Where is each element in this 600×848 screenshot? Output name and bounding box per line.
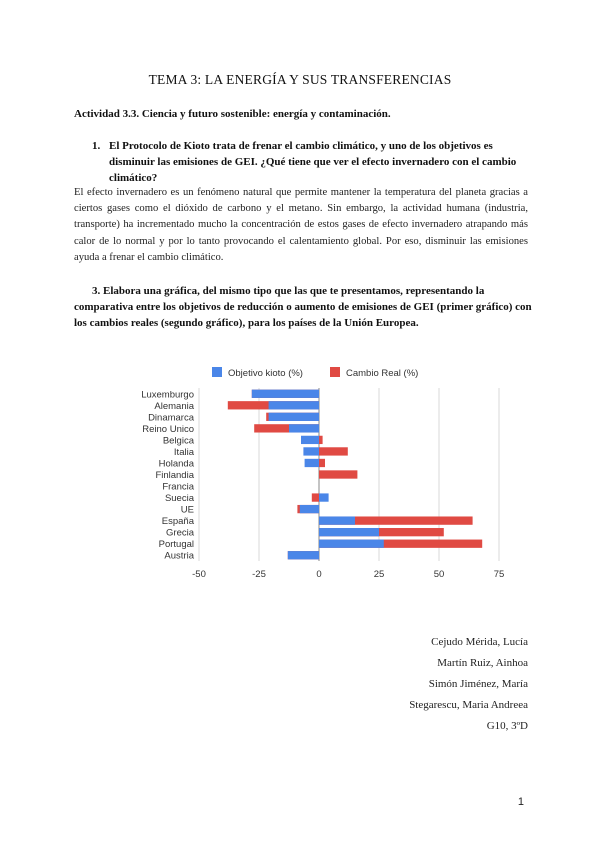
y-category-label: Dinamarca bbox=[148, 412, 194, 424]
question-1-text: El Protocolo de Kioto trata de frenar el cambio climático, y uno de los objetivos es disminuir las emisiones de GEI. ¿Qué tiene que ver el efecto invernadero con el cambio climático? bbox=[109, 140, 517, 184]
x-tick-label: 25 bbox=[373, 569, 385, 580]
legend-label-objetivo: Objetivo kioto (%) bbox=[228, 368, 303, 379]
legend-swatch-objetivo bbox=[212, 367, 222, 377]
y-category-label: Belgica bbox=[162, 435, 194, 447]
bar-objetivo-kioto bbox=[319, 493, 329, 501]
y-category-label: Francia bbox=[162, 481, 194, 493]
bar-objetivo-kioto bbox=[319, 540, 384, 548]
bar-objetivo-kioto bbox=[301, 436, 319, 444]
bar-objetivo-kioto bbox=[319, 516, 355, 524]
bar-objetivo-kioto bbox=[289, 424, 319, 432]
author-4: Stegarescu, Maria Andreea bbox=[409, 699, 528, 711]
bar-objetivo-kioto bbox=[288, 551, 319, 559]
bar-cambio-real bbox=[319, 447, 348, 455]
bar-objetivo-kioto bbox=[300, 505, 319, 513]
group-label: G10, 3ºD bbox=[486, 720, 528, 732]
activity-heading: Actividad 3.3. Ciencia y futuro sostenible: energía y contaminación. bbox=[74, 108, 391, 120]
y-category-label: España bbox=[161, 516, 194, 528]
x-tick-label: 50 bbox=[433, 569, 445, 580]
author-1: Cejudo Mérida, Lucía bbox=[431, 636, 528, 648]
x-tick-label: 75 bbox=[493, 569, 505, 580]
bar-objetivo-kioto bbox=[303, 447, 319, 455]
x-tick-label: -25 bbox=[252, 569, 266, 580]
bar-objetivo-kioto bbox=[269, 413, 319, 421]
question-3-text: Elabora una gráfica, del mismo tipo que las que te presentamos, representando la comparativa entre los objetivos de reducción o aumento de emisiones de GEI (primer gráfico) con los cambios reales (segundo gráfico), para los países de la Unión Europea. bbox=[74, 285, 532, 329]
author-2: Martín Ruiz, Ainhoa bbox=[437, 657, 528, 669]
bar-cambio-real bbox=[319, 459, 325, 467]
author-3: Simón Jiménez, María bbox=[428, 678, 528, 690]
y-category-label: Reino Unico bbox=[142, 423, 194, 435]
bar-cambio-real bbox=[312, 493, 319, 501]
page-number: 1 bbox=[517, 796, 524, 808]
answer-1: El efecto invernadero es un fenómeno natural que permite mantener la temperatura del planeta gracias a ciertos gases como el dióxido de carbono y el metano. Sin embargo, la actividad humana (industria, transporte) ha incrementado mucho la concentración de estos gases de efecto invernadero atrapando más calor de lo normal y por lo tanto provocando el calentamiento global. Por eso, disminuir las emisiones ayuda a frenar el cambio climático. bbox=[74, 187, 528, 263]
bar-objetivo-kioto bbox=[252, 390, 319, 398]
question-1-number: 1. bbox=[92, 140, 101, 152]
question-1 bbox=[92, 138, 528, 186]
bar-cambio-real bbox=[319, 470, 357, 478]
x-tick-label: -50 bbox=[192, 569, 206, 580]
y-category-label: Portugal bbox=[158, 539, 194, 551]
y-category-label: Holanda bbox=[158, 458, 194, 470]
bar-objetivo-kioto bbox=[319, 528, 379, 536]
bar-objetivo-kioto bbox=[269, 401, 319, 409]
legend-swatch-cambio bbox=[330, 367, 340, 377]
legend-label-cambio: Cambio Real (%) bbox=[346, 368, 419, 379]
question-3-number: 3. bbox=[92, 285, 101, 297]
bar-cambio-real bbox=[319, 436, 323, 444]
y-category-label: Grecia bbox=[166, 527, 194, 539]
y-category-label: Luxemburgo bbox=[141, 389, 194, 401]
y-category-label: Austria bbox=[164, 550, 194, 562]
y-category-label: Finlandia bbox=[155, 470, 194, 481]
question-3 bbox=[74, 283, 532, 331]
page-title: TEMA 3: LA ENERGÍA Y SUS TRANSFERENCIAS bbox=[148, 72, 452, 87]
y-category-label: Alemania bbox=[154, 400, 194, 412]
y-category-label: Italia bbox=[173, 446, 194, 458]
x-tick-label: 0 bbox=[316, 569, 322, 580]
y-category-label: Suecia bbox=[164, 493, 194, 505]
emissions-bar-chart bbox=[124, 358, 514, 590]
bar-objetivo-kioto bbox=[305, 459, 319, 467]
authors-block bbox=[409, 632, 528, 737]
y-category-label: UE bbox=[180, 504, 194, 516]
